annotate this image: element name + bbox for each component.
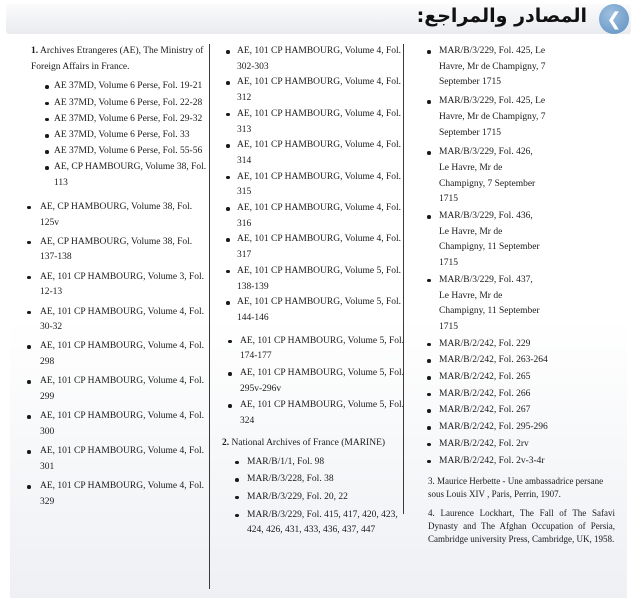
section-title: Archives Etrangeres (AE), The Ministry of Foreign Affairs in France. bbox=[31, 46, 204, 72]
reference-sublist bbox=[20, 79, 210, 191]
list-item: AE, 101 CP HAMBOURG, Volume 4, Fol. 302-303 bbox=[220, 44, 405, 75]
list-item: MAR/B/3/229, Fol. 425, Le Havre, Mr de Champigny, 7 September 1715 bbox=[418, 44, 623, 91]
references-column-3 bbox=[418, 38, 623, 552]
list-item: AE, CP HAMBOURG, Volume 38, Fol. 125v bbox=[20, 200, 210, 231]
list-item: MAR/B/3/229, Fol. 425, Le Havre, Mr de Champigny, 7 September 1715 bbox=[418, 94, 623, 141]
reference-list bbox=[20, 200, 210, 511]
list-item: MAR/B/2/242, Fol. 266 bbox=[418, 387, 623, 403]
list-item: AE, 101 CP HAMBOURG, Volume 5, Fol. 144-146 bbox=[220, 295, 405, 326]
section-number: 2. bbox=[222, 437, 230, 448]
section-title: National Archives of France (MARINE) bbox=[231, 437, 386, 448]
list-item: AE, 101 CP HAMBOURG, Volume 4, Fol. 298 bbox=[20, 339, 210, 370]
list-item: AE, 101 CP HAMBOURG, Volume 4, Fol. 300 bbox=[20, 409, 210, 440]
references-column-1 bbox=[20, 38, 210, 514]
list-item: AE, 101 CP HAMBOURG, Volume 5, Fol. 324 bbox=[220, 398, 405, 429]
list-item: AE, 101 CP HAMBOURG, Volume 4, Fol. 316 bbox=[220, 201, 405, 232]
page-header bbox=[0, 0, 635, 38]
list-item: MAR/B/3/229, Fol. 415, 417, 420, 423, 424, 426, 431, 433, 436, 437, 447 bbox=[220, 508, 405, 539]
list-item: AE 37MD, Volume 6 Perse, Fol. 29-32 bbox=[20, 112, 210, 128]
list-item: AE, 101 CP HAMBOURG, Volume 4, Fol. 312 bbox=[220, 75, 405, 106]
list-item: MAR/B/1/1, Fol. 98 bbox=[220, 455, 405, 471]
list-item: AE 37MD, Volume 6 Perse, Fol. 19-21 bbox=[20, 79, 210, 95]
list-item: MAR/B/2/242, Fol. 263-264 bbox=[418, 353, 623, 369]
list-item: AE 37MD, Volume 6 Perse, Fol. 22-28 bbox=[20, 96, 210, 112]
references-column-2 bbox=[220, 38, 405, 541]
list-item: AE, CP HAMBOURG, Volume 38, Fol. 113 bbox=[20, 160, 210, 191]
reference-list bbox=[418, 44, 623, 141]
list-item: MAR/B/3/229, Fol. 20, 22 bbox=[220, 490, 405, 506]
list-item: AE, 101 CP HAMBOURG, Volume 5, Fol. 174-177 bbox=[220, 334, 405, 365]
reference-list bbox=[220, 44, 405, 327]
reference-list bbox=[220, 455, 405, 540]
list-item: MAR/B/3/229, Fol. 436, Le Havre, Mr de Champigny, 11 September 1715 bbox=[418, 209, 623, 272]
list-item: AE, 101 CP HAMBOURG, Volume 3, Fol. 12-13 bbox=[20, 270, 210, 301]
list-item: AE 37MD, Volume 6 Perse, Fol. 55-56 bbox=[20, 144, 210, 160]
list-item: AE, 101 CP HAMBOURG, Volume 4, Fol. 315 bbox=[220, 170, 405, 201]
list-item: MAR/B/2/242, Fol. 2rv bbox=[418, 437, 623, 453]
list-item: AE, 101 CP HAMBOURG, Volume 4, Fol. 30-32 bbox=[20, 305, 210, 336]
section-number: 1. bbox=[31, 46, 39, 56]
chevron-left-icon[interactable]: ❮ bbox=[599, 4, 629, 34]
list-item: MAR/B/3/229, Fol. 437, Le Havre, Mr de Champigny, 11 September 1715 bbox=[418, 273, 623, 336]
list-item: AE, 101 CP HAMBOURG, Volume 5, Fol. 295v-296v bbox=[220, 366, 405, 397]
section-heading bbox=[222, 436, 405, 452]
page-title: المصادر والمراجع: bbox=[416, 5, 587, 27]
reference-list bbox=[418, 145, 623, 469]
references-content bbox=[10, 38, 627, 598]
list-item: AE 37MD, Volume 6 Perse, Fol. 33 bbox=[20, 128, 210, 144]
reference-entry: 4. Laurence Lockhart, The Fall of The Safavi Dynasty and The Afghan Occupation of Persia, Cambridge university Press, Cambridge, UK, 1958. bbox=[428, 508, 615, 545]
list-item: AE, 101 CP HAMBOURG, Volume 4, Fol. 329 bbox=[20, 479, 210, 510]
list-item: AE, 101 CP HAMBOURG, Volume 4, Fol. 299 bbox=[20, 374, 210, 405]
list-item: AE, 101 CP HAMBOURG, Volume 4, Fol. 301 bbox=[20, 444, 210, 475]
list-item: MAR/B/2/242, Fol. 295-296 bbox=[418, 420, 623, 436]
list-item: MAR/B/2/242, Fol. 265 bbox=[418, 370, 623, 386]
reference-list bbox=[220, 334, 405, 430]
list-item: AE, CP HAMBOURG, Volume 38, Fol. 137-138 bbox=[20, 235, 210, 266]
list-item: MAR/B/3/228, Fol. 38 bbox=[220, 472, 405, 488]
list-item: AE, 101 CP HAMBOURG, Volume 4, Fol. 317 bbox=[220, 232, 405, 263]
section-heading bbox=[31, 44, 210, 75]
list-item: AE, 101 CP HAMBOURG, Volume 4, Fol. 314 bbox=[220, 138, 405, 169]
reference-entry: 3. Maurice Herbette - Une ambassadrice persane sous Louis XIV , Paris, Perrin, 1907. bbox=[428, 476, 604, 500]
list-item: MAR/B/2/242, Fol. 267 bbox=[418, 403, 623, 419]
list-item: MAR/B/3/229, Fol. 426, Le Havre, Mr de Champigny, 7 September 1715 bbox=[418, 145, 623, 208]
list-item: AE, 101 CP HAMBOURG, Volume 4, Fol. 313 bbox=[220, 107, 405, 138]
list-item: MAR/B/2/242, Fol. 2v-3-4r bbox=[418, 454, 623, 470]
list-item: MAR/B/2/242, Fol. 229 bbox=[418, 337, 623, 353]
list-item: AE, 101 CP HAMBOURG, Volume 5, Fol. 138-139 bbox=[220, 264, 405, 295]
